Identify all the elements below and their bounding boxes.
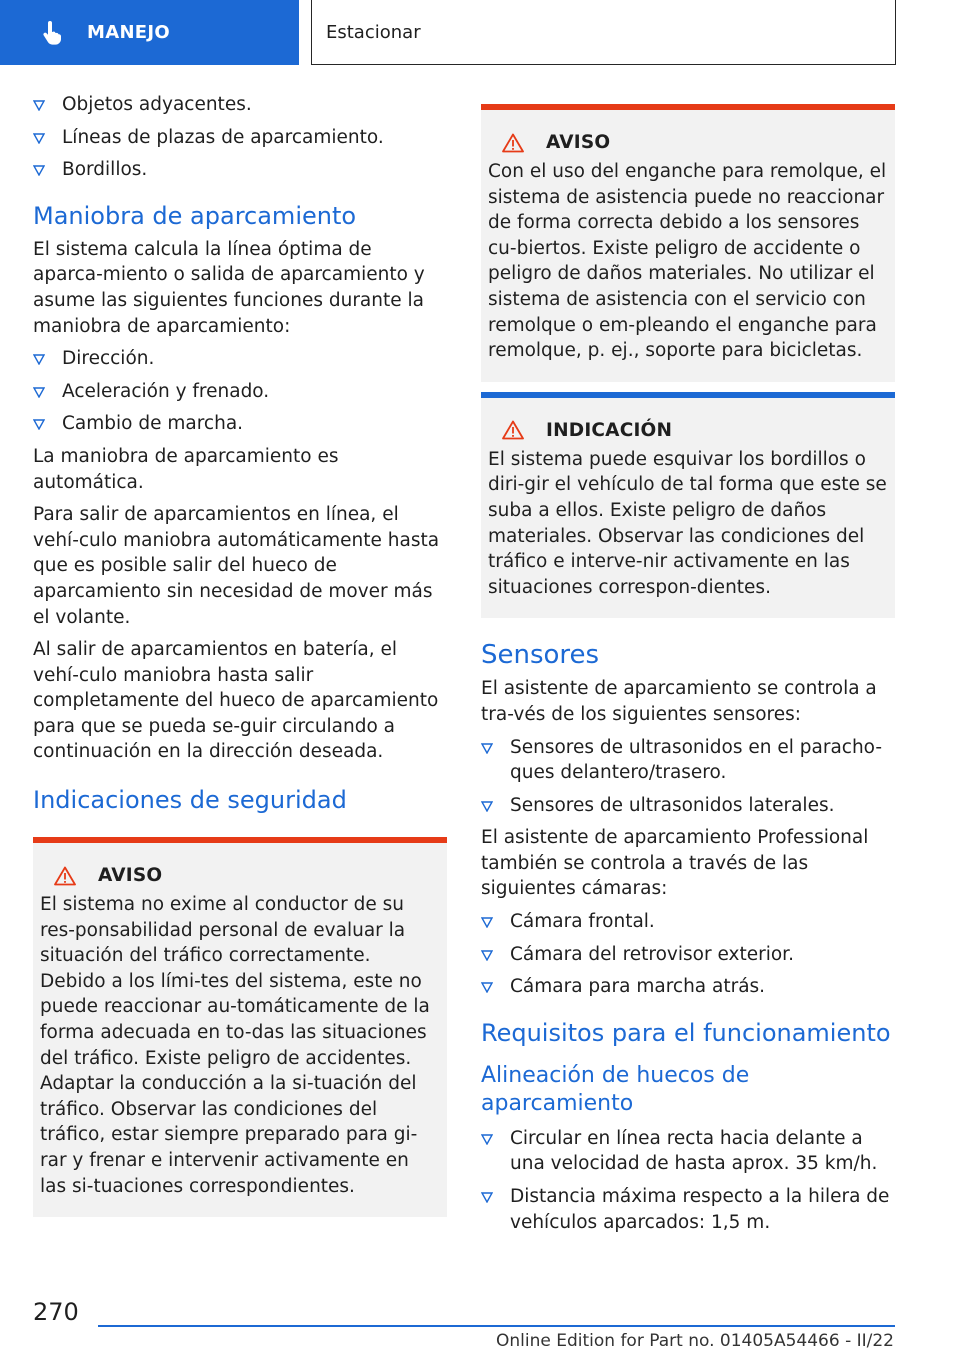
heading-sensores: Sensores: [481, 640, 600, 671]
section-label: MANEJO: [87, 22, 171, 43]
triangle-bullet-icon: [33, 100, 45, 111]
bullet-list-functions: [33, 346, 447, 437]
paragraph-battery-exit: Al salir de aparcamientos en batería, el vehí-culo maniobra hasta salir completamente del hueco de aparcamiento para que se pueda se-guir circulando a continuación en la dirección deseada.: [33, 639, 439, 763]
list-item: Cambio de marcha.: [33, 411, 447, 437]
chapter-tab: [311, 0, 896, 65]
bullet-list-objects: [33, 92, 447, 183]
bullet-list-sensors: [481, 735, 895, 819]
triangle-bullet-icon: [481, 1134, 493, 1145]
warning-triangle-icon: [502, 420, 524, 440]
page-number: 270: [33, 1298, 79, 1326]
list-item: Cámara del retrovisor exterior.: [481, 942, 895, 968]
triangle-bullet-icon: [33, 354, 45, 365]
list-item: Aceleración y frenado.: [33, 379, 447, 405]
warning-title: AVISO: [546, 132, 611, 153]
footer-edition: Online Edition for Part no. 01405A54466 - II/22: [495, 1331, 894, 1351]
warning-header: [54, 865, 439, 886]
hand-pointer-icon: [39, 20, 65, 46]
left-column: [33, 92, 447, 1217]
list-item: Cámara frontal.: [481, 909, 895, 935]
triangle-bullet-icon: [481, 743, 493, 754]
heading-maniobra: Maniobra de aparcamiento: [33, 201, 357, 230]
triangle-bullet-icon: [481, 950, 493, 961]
paragraph-sensores: El asistente de aparcamiento se controla a tra-vés de los siguientes sensores:: [481, 678, 877, 725]
heading-requisitos: Requisitos para el funcionamiento: [481, 1018, 891, 1047]
warning-header: [502, 132, 887, 153]
list-item: Líneas de plazas de aparcamiento.: [33, 125, 447, 151]
triangle-bullet-icon: [33, 133, 45, 144]
triangle-bullet-icon: [33, 165, 45, 176]
paragraph-maniobra: El sistema calcula la línea óptima de aparca-miento o salida de aparcamiento y asume las siguientes funciones durante la maniobra de aparcamiento:: [33, 238, 425, 337]
triangle-bullet-icon: [481, 917, 493, 928]
warning-triangle-icon: [54, 866, 76, 886]
warning-box: [481, 104, 895, 382]
warning-text: Con el uso del enganche para remolque, el sistema de asistencia puede no reaccionar de forma correcta debido a los sensores cu-biertos. Existe peligro de accidente o peligro de daños materiales. No utilizar el sistema de asistencia con el servicio con remolque o em-pleando el enganche para remolque, p. ej., soporte para bicicletas.: [488, 161, 887, 362]
triangle-bullet-icon: [481, 1192, 493, 1203]
list-item: Bordillos.: [33, 157, 447, 183]
list-item: Cámara para marcha atrás.: [481, 974, 895, 1000]
bullet-list-requirements: [481, 1126, 895, 1235]
list-item: Distancia máxima respecto a la hilera de vehículos aparcados: 1,5 m.: [481, 1184, 895, 1235]
right-column: [481, 104, 895, 1242]
chapter-label: Estacionar: [326, 21, 421, 43]
warning-box: [33, 837, 447, 1217]
heading-alineacion: Alineación de huecos de aparcamiento: [481, 1062, 750, 1116]
list-item: Objetos adyacentes.: [33, 92, 447, 118]
triangle-bullet-icon: [33, 419, 45, 430]
note-title: INDICACIÓN: [546, 419, 673, 441]
paragraph-automatic: La maniobra de aparcamiento es automática.: [33, 445, 339, 493]
note-text: El sistema puede esquivar los bordillos o diri-gir el vehículo de tal forma que este se suba a ellos. Existe peligro de daños materiales. Observar las condiciones del tráfico e interve-nir activamente en las situaciones correspon-dientes.: [488, 448, 887, 598]
list-item: Circular en línea recta hacia delante a una velocidad de hasta aprox. 35 km/h.: [481, 1126, 895, 1177]
list-item: Sensores de ultrasonidos en el paracho-ques delantero/trasero.: [481, 735, 895, 786]
paragraph-professional: El asistente de aparcamiento Professional también se controla a través de las siguientes cámaras:: [481, 827, 869, 900]
warning-title: AVISO: [98, 865, 163, 887]
paragraph-parallel-exit: Para salir de aparcamientos en línea, el vehí-culo maniobra automáticamente hasta que es posible salir del hueco de aparcamiento sin necesidad de mover más el volante.: [33, 504, 440, 628]
warning-text: El sistema no exime al conductor de su res-ponsabilidad personal de evaluar la situación del tráfico correctamente. Debido a los lími-tes del sistema, este no puede reaccionar au-tomáticamente de la forma adecuada en to-das las situaciones del tráfico. Existe peligro de accidentes. Adaptar la conducción a la si-tuación del tráfico. Observar las condiciones del tráfico, estar siempre preparado para gi-rar y frenar e intervenir activamente en las si-tuaciones correspondientes.: [40, 894, 430, 1197]
list-item: Dirección.: [33, 346, 447, 372]
note-header: [502, 420, 887, 441]
triangle-bullet-icon: [481, 982, 493, 993]
bullet-list-cameras: [481, 909, 895, 1000]
note-box: [481, 392, 895, 619]
warning-triangle-icon: [502, 133, 524, 153]
heading-seguridad: Indicaciones de seguridad: [33, 786, 347, 815]
list-item: Sensores de ultrasonidos laterales.: [481, 793, 895, 819]
triangle-bullet-icon: [33, 387, 45, 398]
triangle-bullet-icon: [481, 801, 493, 812]
footer-divider: [98, 1325, 895, 1327]
section-tab: [0, 0, 299, 65]
